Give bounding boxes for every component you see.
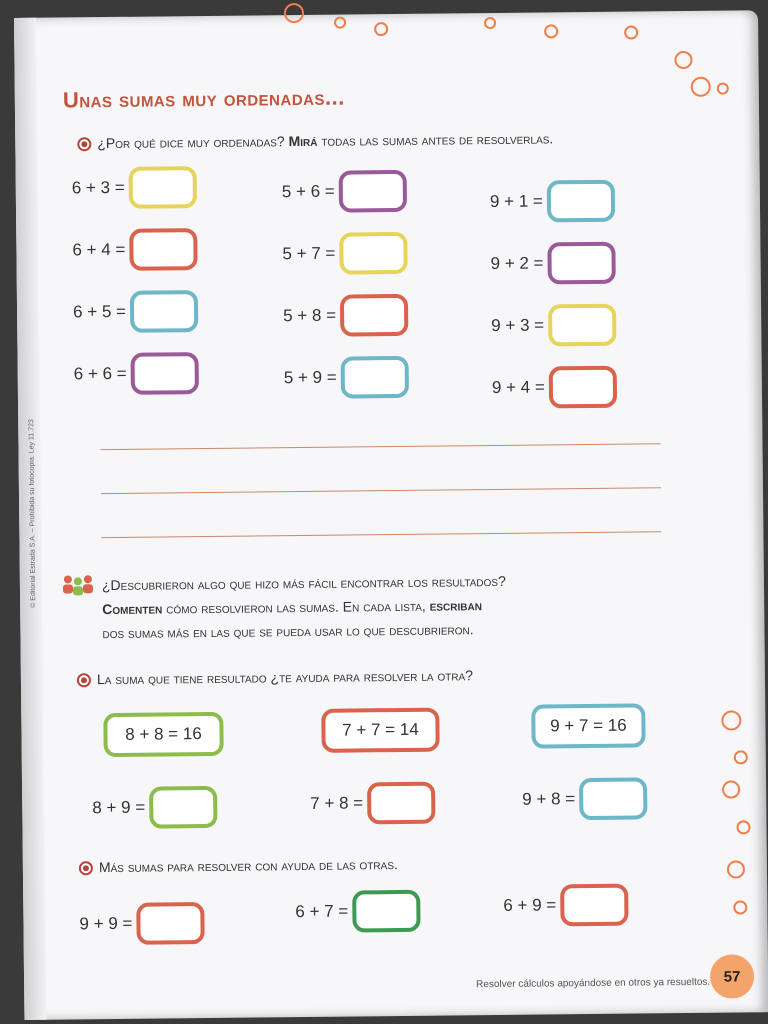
sum-6-7: 6 + 7 = [295,890,420,933]
decor-circle-icon [691,77,711,97]
decor-circle-icon [544,24,558,38]
answer-box[interactable] [129,166,197,209]
page-number: 57 [710,954,754,998]
decor-circle-icon [674,51,692,69]
decor-circle-icon [374,22,388,36]
copyright-notice: © Editorial Estrada S.A. – Prohibida su fotocopia. Ley 11.723 [28,419,38,608]
answer-box[interactable] [579,777,647,820]
answer-box[interactable] [352,890,420,933]
writing-line[interactable] [101,487,661,494]
bullet-icon [79,862,93,876]
bullet-icon [77,137,91,151]
answer-box[interactable] [560,884,628,927]
answer-box[interactable] [136,902,204,945]
sum-9-8: 9 + 8 = [522,777,647,820]
decor-circle-icon [722,780,740,798]
answer-box[interactable] [130,290,198,333]
answer-box[interactable] [339,170,407,213]
decor-circle-icon [733,900,747,914]
decor-circle-icon [721,710,741,730]
sum-7-8: 7 + 8 = [310,782,435,825]
footer-text: Resolver cálculos apoyándose en otros ya resueltos. [476,976,711,991]
answer-box[interactable] [129,228,197,271]
writing-line[interactable] [101,443,661,450]
answer-box[interactable] [130,352,198,395]
answer-box[interactable] [340,294,408,337]
instruction-2: La suma que tiene resultado ¿te ayuda para resolver la otra? [77,667,473,687]
sum-5-9: 5 + 9 = [284,356,409,399]
answer-box[interactable] [341,356,409,399]
decor-circle-icon [717,83,729,95]
page-title: Unas sumas muy ordenadas... [62,84,345,113]
answer-box[interactable] [549,366,617,409]
instruction-1: ¿Por qué dice muy ordenadas? Mirá todas las sumas antes de resolverlas. [77,130,553,151]
sum-9-4: 9 + 4 = [492,366,617,409]
answer-box[interactable] [548,304,616,347]
decor-circle-icon [736,820,750,834]
discussion-text: ¿Descubrieron algo que hizo más fácil encontrar los resultados? Comenten cómo resolvieron las sumas. En cada lista, escriban dos sumas más en las que se pueda usar lo que descubrieron. [101,572,506,642]
sum-8-9: 8 + 9 = [92,786,217,829]
sum-6-9: 6 + 9 = [503,884,628,927]
decor-circle-icon [727,860,745,878]
decor-circle-icon [284,3,304,23]
group-icon [60,573,96,602]
answer-box[interactable] [547,180,615,223]
sum-9-9: 9 + 9 = [79,902,204,945]
decor-circle-icon [734,750,748,764]
solved-sum: 8 + 8 = 16 [103,712,223,757]
answer-box[interactable] [339,232,407,275]
answer-box[interactable] [547,242,615,285]
instruction-3: Más sumas para resolver con ayuda de las otras. [79,856,398,876]
solved-sum: 9 + 7 = 16 [531,703,645,748]
decor-circle-icon [624,25,638,39]
sum-9-3: 9 + 3 = [491,304,616,347]
sum-6-4: 6 + 4 = [72,228,197,271]
workbook-page [14,10,768,1020]
bullet-icon [77,674,91,688]
answer-box[interactable] [367,782,435,825]
decor-circle-icon [484,17,496,29]
sum-6-3: 6 + 3 = [72,166,197,209]
sum-9-1: 9 + 1 = [490,180,615,223]
writing-line[interactable] [101,531,661,538]
sum-5-6: 5 + 6 = [282,170,407,213]
sum-5-8: 5 + 8 = [283,294,408,337]
solved-sum: 7 + 7 = 14 [321,708,439,753]
sum-6-6: 6 + 6 = [74,352,199,395]
decor-circle-icon [334,17,346,29]
sum-6-5: 6 + 5 = [73,290,198,333]
answer-box[interactable] [149,786,217,829]
sum-5-7: 5 + 7 = [282,232,407,275]
sum-9-2: 9 + 2 = [490,242,615,285]
